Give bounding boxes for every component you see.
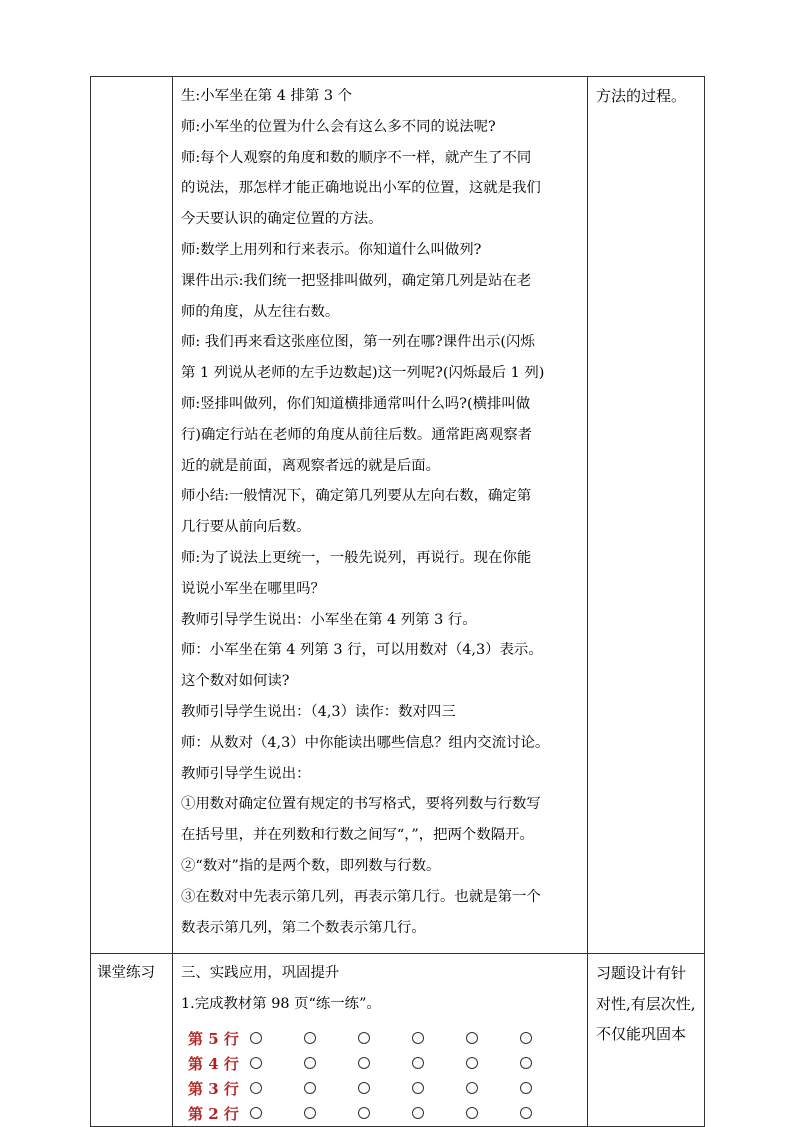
stage-label <box>91 77 172 81</box>
note-line: 不仅能巩固本 <box>596 1025 687 1043</box>
practice-content-cell <box>173 954 588 1127</box>
seat-grid-row <box>188 1101 587 1126</box>
text-line: 生:小军坐在第 4 排第 3 个 <box>181 88 352 104</box>
seat-circle-icon <box>358 1032 370 1044</box>
text-line: 师:小军坐的位置为什么会有这么多不同的说法呢? <box>181 118 496 135</box>
note-line: 习题设计有针 <box>596 964 687 982</box>
seat-circle-icon <box>520 1082 532 1094</box>
design-intent-cell <box>588 77 705 954</box>
practice-content <box>173 954 587 1024</box>
text-line: 教师引导学生说出： <box>181 765 311 782</box>
seat-circle-icon <box>520 1107 532 1119</box>
seat-circle-icon <box>466 1032 478 1044</box>
seat-circle-icon <box>250 1082 262 1094</box>
text-line: 行)确定行站在老师的角度从前往后数。通常距离观察者 <box>181 426 532 443</box>
practice-row <box>91 954 705 1127</box>
text-line: 近的就是前面，离观察者远的就是后面。 <box>181 457 441 474</box>
text-line: 师小结:一般情况下，确定第几列要从左向右数，确定第 <box>181 488 532 505</box>
text-line: 师:竖排叫做列，你们知道横排通常叫什么吗?(横排叫做 <box>181 395 531 412</box>
stage-label-cell <box>91 77 173 954</box>
row-label: 第 4 行 <box>188 1054 239 1073</box>
text-line: 三、实践应用，巩固提升 <box>181 965 340 981</box>
seat-circle-icon <box>304 1107 316 1119</box>
text-line: 课件出示:我们统一把竖排叫做列，确定第几列是站在老 <box>181 272 532 289</box>
text-line: 在括号里，并在列数和行数之间写“，”，把两个数隔开。 <box>181 827 534 844</box>
row-label: 第 3 行 <box>188 1079 239 1098</box>
seat-circle-icon <box>250 1107 262 1119</box>
seat-circle-icon <box>304 1082 316 1094</box>
text-line: ①用数对确定位置有规定的书写格式，要将列数与行数写 <box>181 796 541 813</box>
seat-circle-icon <box>466 1082 478 1094</box>
seat-circle-icon <box>412 1057 424 1069</box>
seat-circle-icon <box>520 1032 532 1044</box>
row-label: 第 2 行 <box>188 1104 239 1123</box>
text-line: 师:数学上用列和行来表示。你知道什么叫做列? <box>181 241 482 258</box>
text-line: 师：小军坐在第 4 列第 3 行，可以用数对（4,3）表示。 <box>181 642 543 659</box>
seat-circle-icon <box>358 1082 370 1094</box>
note-line: 对性,有层次性, <box>596 994 696 1013</box>
text-line: 数表示第几列，第二个数表示第几行。 <box>181 919 426 936</box>
seat-circle-icon <box>250 1057 262 1069</box>
text-line: 教师引导学生说出：小军坐在第 4 列第 3 行。 <box>181 611 477 628</box>
text-line: 师:每个人观察的角度和数的顺序不一样，就产生了不同 <box>181 149 532 166</box>
text-line: 的说法，那怎样才能正确地说出小军的位置，这就是我们 <box>181 180 541 197</box>
seat-grid-row <box>188 1076 587 1101</box>
practice-label-cell <box>91 954 173 1127</box>
practice-intent <box>588 954 704 1054</box>
text-line: 师: 我们再来看这张座位图，第一列在哪?课件出示(闪烁 <box>181 334 535 351</box>
seat-circle-icon <box>412 1032 424 1044</box>
seat-grid-row <box>188 1026 587 1051</box>
practice-label: 课堂练习 <box>97 965 155 981</box>
row-label: 第 5 行 <box>188 1029 239 1048</box>
seat-circle-icon <box>520 1057 532 1069</box>
seat-circle-icon <box>466 1057 478 1069</box>
teaching-process-row <box>91 77 705 954</box>
seat-circle-icon <box>412 1082 424 1094</box>
practice-intent-cell <box>588 954 705 1127</box>
seat-circle-icon <box>358 1107 370 1119</box>
text-line: 几行要从前向后数。 <box>181 519 311 536</box>
text-line: 1.完成教材第 98 页“练一练”。 <box>181 995 381 1012</box>
seat-grid <box>188 1026 587 1126</box>
seat-circle-icon <box>250 1032 262 1044</box>
seat-circle-icon <box>304 1057 316 1069</box>
text-line: 师:为了说法上更统一，一般先说列，再说行。现在你能 <box>181 549 532 566</box>
text-line: ③在数对中先表示第几列，再表示第几行。也就是第一个 <box>181 888 541 905</box>
text-line: 说说小军坐在哪里吗？ <box>181 580 325 597</box>
note-line: 方法的过程。 <box>596 87 687 105</box>
text-line: ②“数对”指的是两个数，即列数与行数。 <box>181 857 441 874</box>
seat-circle-icon <box>304 1032 316 1044</box>
text-line: 师：从数对（4,3）中你能读出哪些信息？组内交流讨论。 <box>181 734 550 751</box>
text-line: 今天要认识的确定位置的方法。 <box>181 211 383 228</box>
process-content <box>173 77 587 947</box>
lesson-plan-table <box>90 76 705 1127</box>
seat-circle-icon <box>358 1057 370 1069</box>
seat-circle-icon <box>466 1107 478 1119</box>
process-content-cell <box>173 77 588 954</box>
seat-circle-icon <box>412 1107 424 1119</box>
design-intent <box>588 77 704 116</box>
text-line: 教师引导学生说出：（4,3）读作：数对四三 <box>181 703 456 720</box>
seat-grid-row <box>188 1051 587 1076</box>
text-line: 第 1 列说从老师的左手边数起)这一列呢?(闪烁最后 1 列) <box>181 365 545 382</box>
text-line: 师的角度，从左往右数。 <box>181 303 340 320</box>
text-line: 这个数对如何读? <box>181 673 290 690</box>
